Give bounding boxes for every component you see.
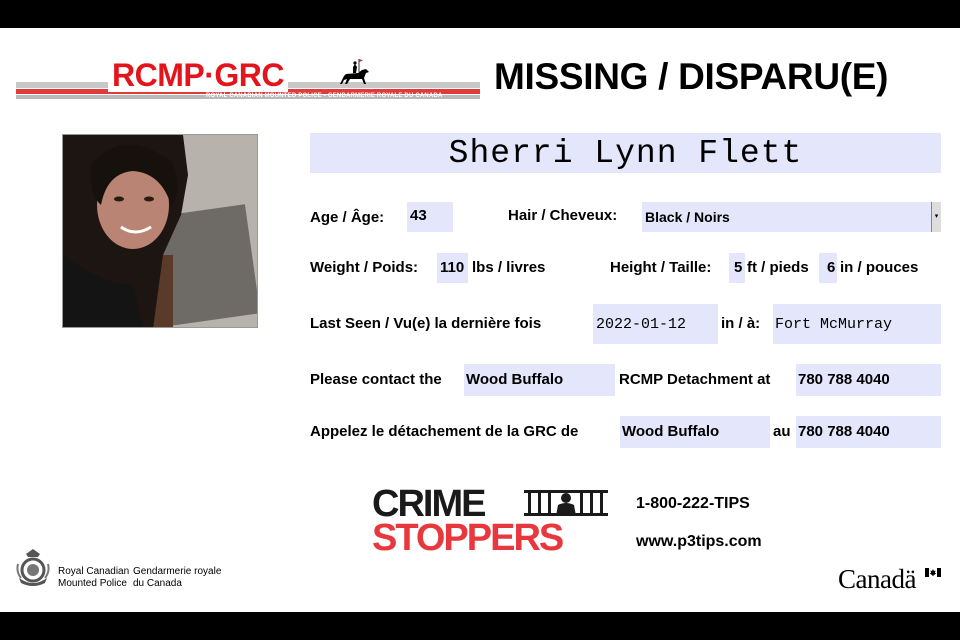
last-seen-label: Last Seen / Vu(e) la dernière fois <box>310 315 542 332</box>
canada-flag-icon <box>925 568 941 577</box>
crime-stoppers-line1: CRIME <box>372 483 485 525</box>
rcmp-logo-banner <box>16 58 480 104</box>
jail-bars-icon <box>524 488 608 518</box>
height-feet-value: 5 <box>734 259 743 276</box>
weight-label: Weight / Poids: <box>310 259 419 276</box>
contact-fr-phone-value: 780 788 4040 <box>798 423 890 440</box>
height-label: Height / Taille: <box>610 259 712 276</box>
canada-wordmark: Canadä <box>838 564 916 594</box>
rcmp-logo-text: RCMP·GRC <box>108 58 288 92</box>
footer-rcmp-fr-line1: Gendarmerie royale <box>133 566 222 577</box>
location-label: in / à: <box>721 315 761 332</box>
last-seen-date-value: 2022-01-12 <box>596 316 687 333</box>
contact-en-phone-value: 780 788 4040 <box>798 371 890 388</box>
crime-stoppers-line2: STOPPERS <box>372 517 563 559</box>
contact-fr-detachment-field[interactable] <box>620 416 770 448</box>
footer-rcmp-en-line2: Mounted Police <box>58 578 127 589</box>
hair-value: Black / Noirs <box>645 209 730 225</box>
contact-en-phone-field[interactable] <box>796 364 941 396</box>
person-photo-image <box>63 135 258 328</box>
dropdown-arrow-icon[interactable]: ▾ <box>931 202 941 232</box>
contact-fr-phone-field[interactable] <box>796 416 941 448</box>
tips-website-link[interactable]: www.p3tips.com <box>636 533 762 550</box>
footer-rcmp-english <box>58 566 129 590</box>
contact-en-prefix: Please contact the <box>310 371 442 388</box>
hair-select[interactable] <box>642 202 941 232</box>
crime-stoppers-logo <box>372 483 608 559</box>
contact-fr-middle: au <box>773 423 791 440</box>
rcmp-crest-icon <box>16 548 50 586</box>
missing-person-poster <box>0 28 960 612</box>
contact-en-detachment-value: Wood Buffalo <box>466 371 564 388</box>
name-field[interactable] <box>310 133 941 173</box>
missing-person-photo <box>62 134 258 328</box>
height-feet-unit: ft / pieds <box>747 259 809 276</box>
hair-label: Hair / Cheveux: <box>508 207 618 224</box>
location-value: Fort McMurray <box>775 316 893 333</box>
weight-value: 110 <box>440 259 465 276</box>
contact-en-middle: RCMP Detachment at <box>619 371 771 388</box>
footer-rcmp-french <box>133 566 221 590</box>
height-inches-unit: in / pouces <box>840 259 919 276</box>
last-seen-date-field[interactable] <box>593 304 718 344</box>
height-feet-field[interactable] <box>729 253 745 283</box>
footer-rcmp-en-line1: Royal Canadian <box>58 566 130 577</box>
tips-phone-number: 1-800-222-TIPS <box>636 495 750 512</box>
contact-fr-detachment-value: Wood Buffalo <box>622 423 720 440</box>
weight-field[interactable] <box>437 253 468 283</box>
contact-fr-prefix: Appelez le détachement de la GRC de <box>310 423 579 440</box>
age-field[interactable] <box>407 202 453 232</box>
missing-person-name: Sherri Lynn Flett <box>448 135 803 172</box>
height-inches-value: 6 <box>827 259 836 276</box>
height-inches-field[interactable] <box>819 253 837 283</box>
age-label: Age / Âge: <box>310 209 385 226</box>
contact-en-detachment-field[interactable] <box>464 364 615 396</box>
age-value: 43 <box>410 207 427 224</box>
weight-unit: lbs / livres <box>472 259 546 276</box>
location-field[interactable] <box>773 304 941 344</box>
rcmp-logo-subtitle: ROYAL CANADIAN MOUNTED POLICE • GENDARMERIE ROYALE DU CANADA <box>206 93 443 99</box>
mounted-officer-icon <box>336 58 376 88</box>
poster-title: MISSING / DISPARU(E) <box>494 56 889 97</box>
footer-rcmp-fr-line2: du Canada <box>133 578 182 589</box>
